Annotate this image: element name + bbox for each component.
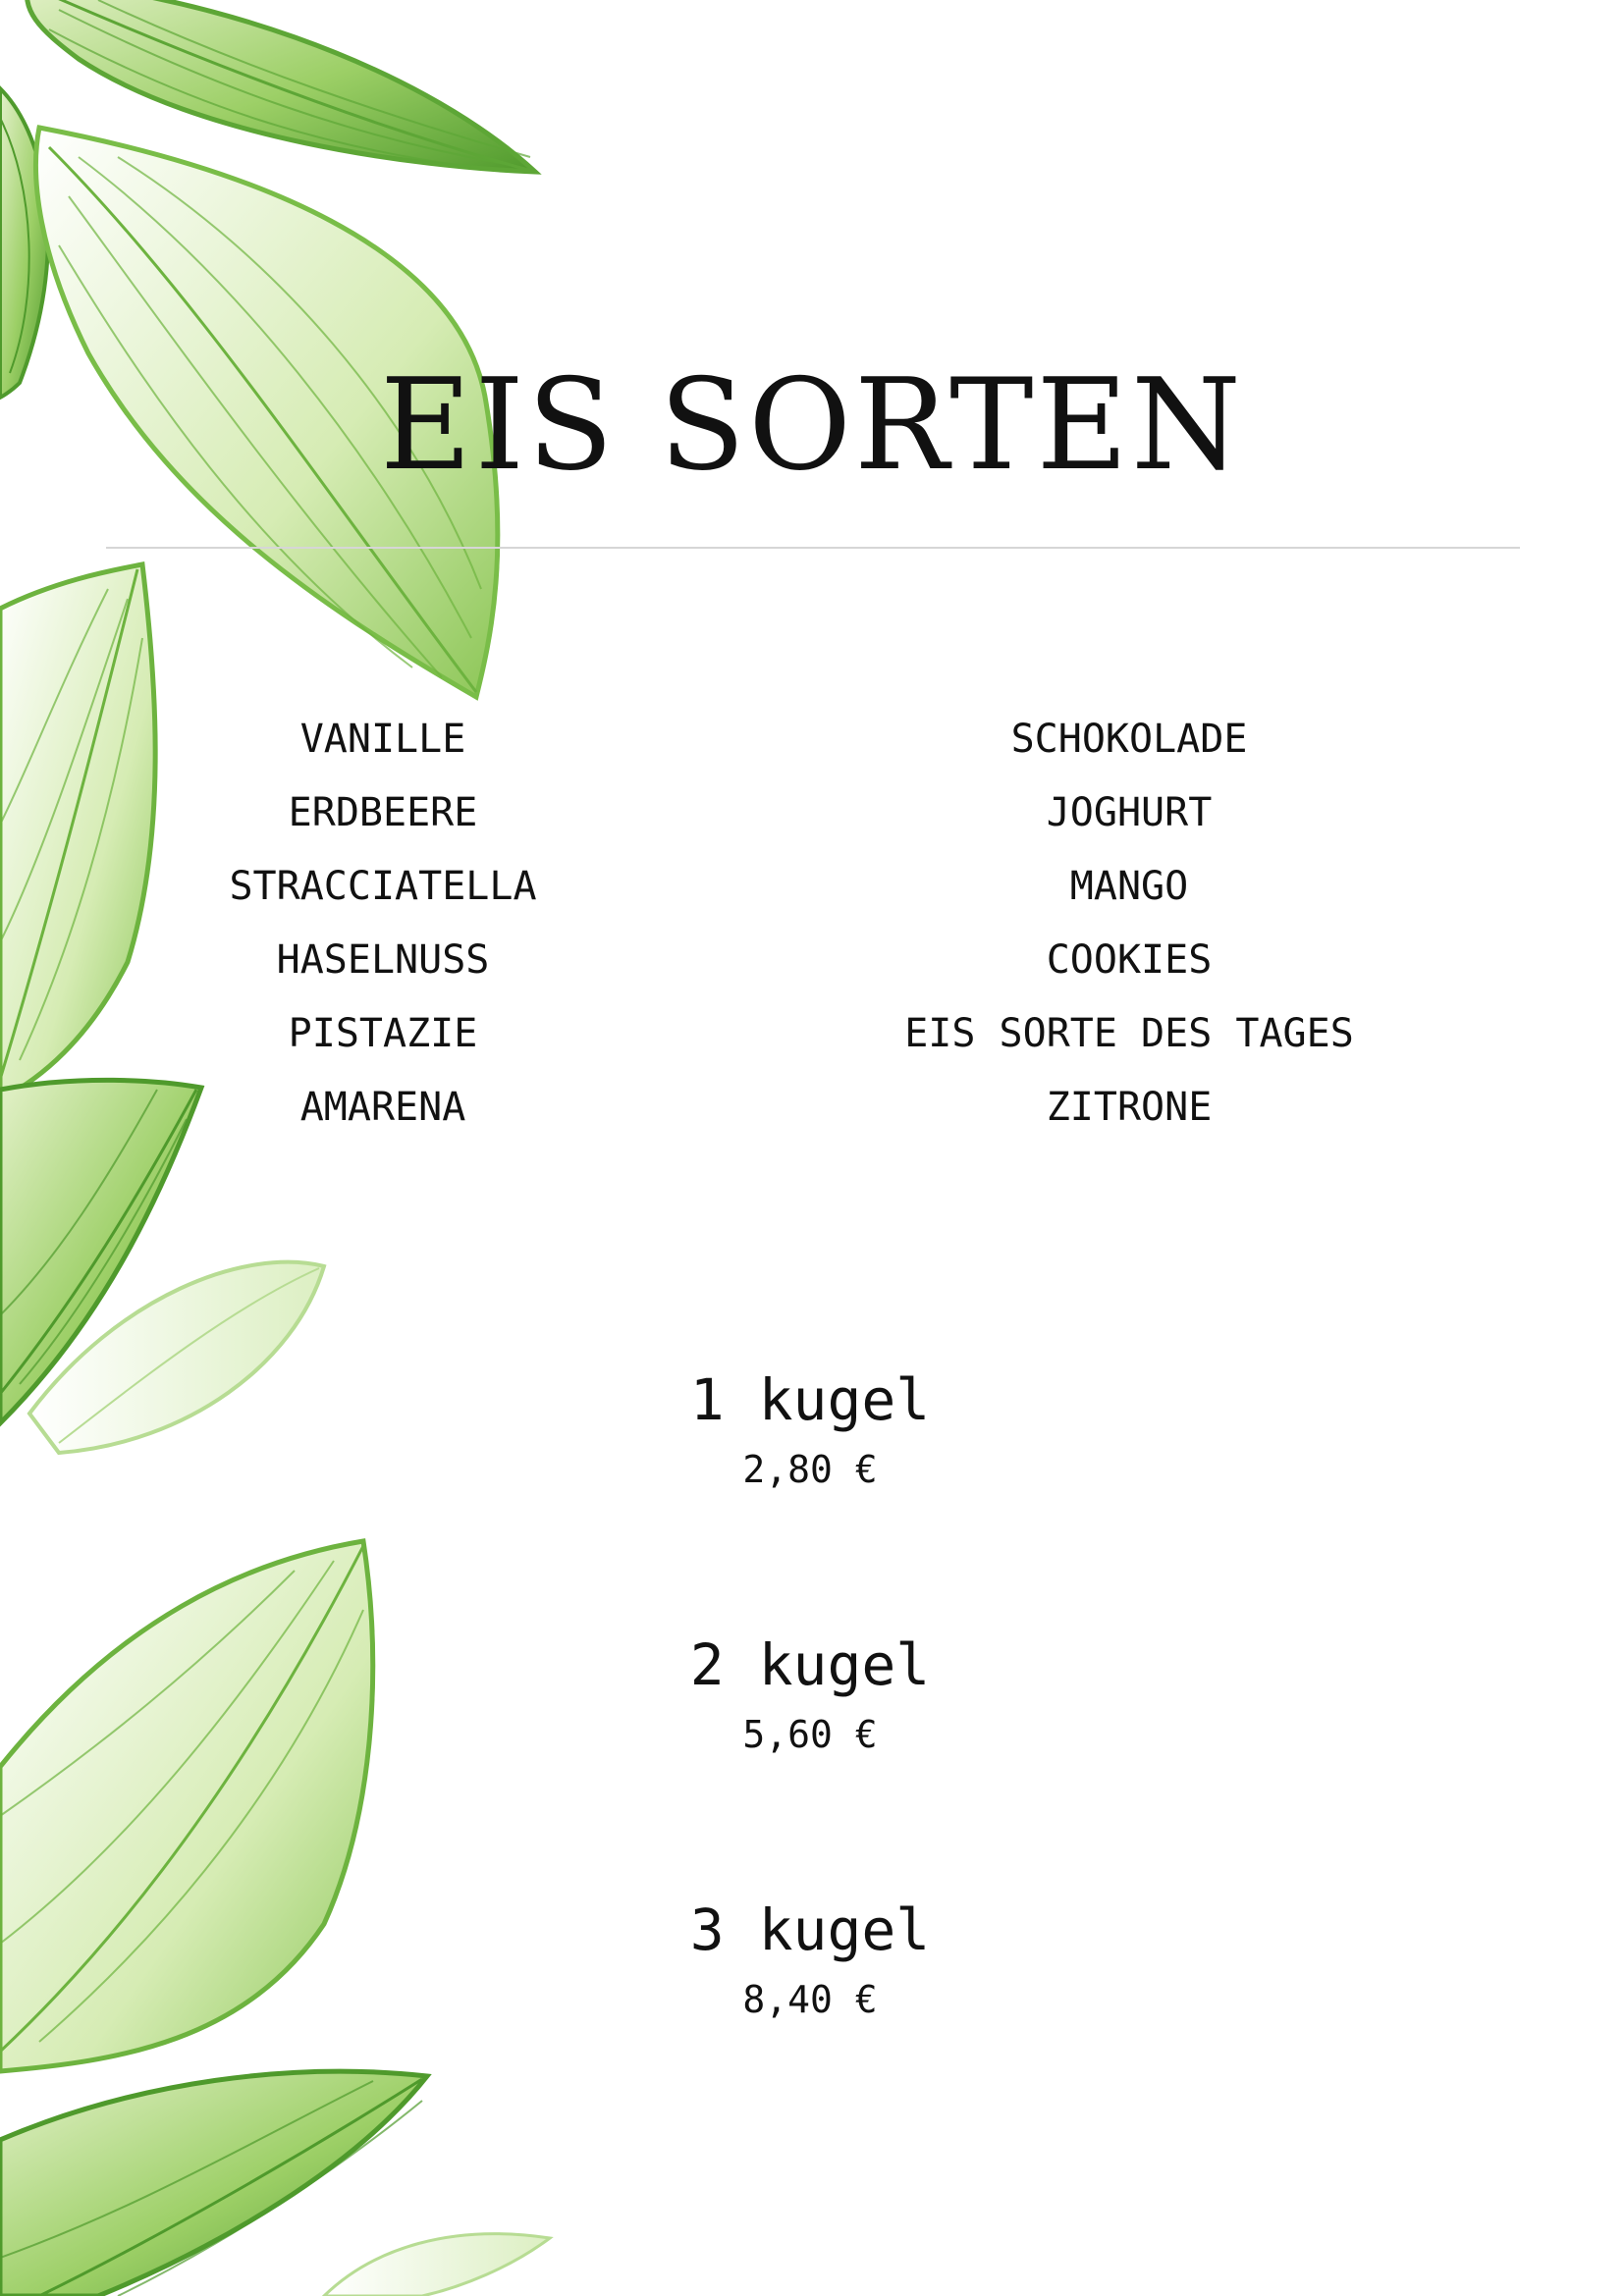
price-label: 3 kugel — [689, 1896, 931, 1963]
flavor-item: SCHOKOLADE — [1010, 717, 1248, 762]
price-label: 1 kugel — [689, 1366, 931, 1433]
flavor-item: ERDBEERE — [288, 790, 478, 835]
flavor-item: MANGO — [1069, 864, 1189, 909]
leaf-bottom-big — [0, 1541, 373, 2071]
price-value: 8,40 € — [742, 1977, 878, 2021]
flavor-item: JOGHURT — [1046, 790, 1213, 835]
price-value: 5,60 € — [742, 1712, 878, 1756]
price-three-scoops — [609, 1896, 1011, 2021]
flavor-item: PISTAZIE — [288, 1011, 478, 1056]
flavor-item: AMARENA — [299, 1085, 466, 1130]
price-one-scoop — [609, 1366, 1011, 1491]
flavor-item: STRACCIATELLA — [229, 864, 537, 909]
flavor-item: HASELNUSS — [276, 937, 490, 983]
leaf-bottom-pale — [324, 2234, 550, 2296]
flavor-list-right — [815, 712, 1443, 1153]
flavor-item: COOKIES — [1046, 937, 1213, 983]
leaf-bottom-dark — [0, 2071, 427, 2296]
flavor-list-left — [137, 712, 628, 1153]
price-label: 2 kugel — [689, 1631, 931, 1698]
flavor-item: EIS SORTE DES TAGES — [904, 1011, 1354, 1056]
price-two-scoops — [609, 1631, 1011, 1756]
divider — [106, 547, 1520, 549]
price-value: 2,80 € — [742, 1447, 878, 1491]
leaf-left-middle — [0, 564, 155, 1099]
page-title: EIS SORTEN — [380, 352, 1244, 499]
flavor-item: VANILLE — [299, 717, 466, 762]
flavor-item: ZITRONE — [1046, 1085, 1213, 1130]
